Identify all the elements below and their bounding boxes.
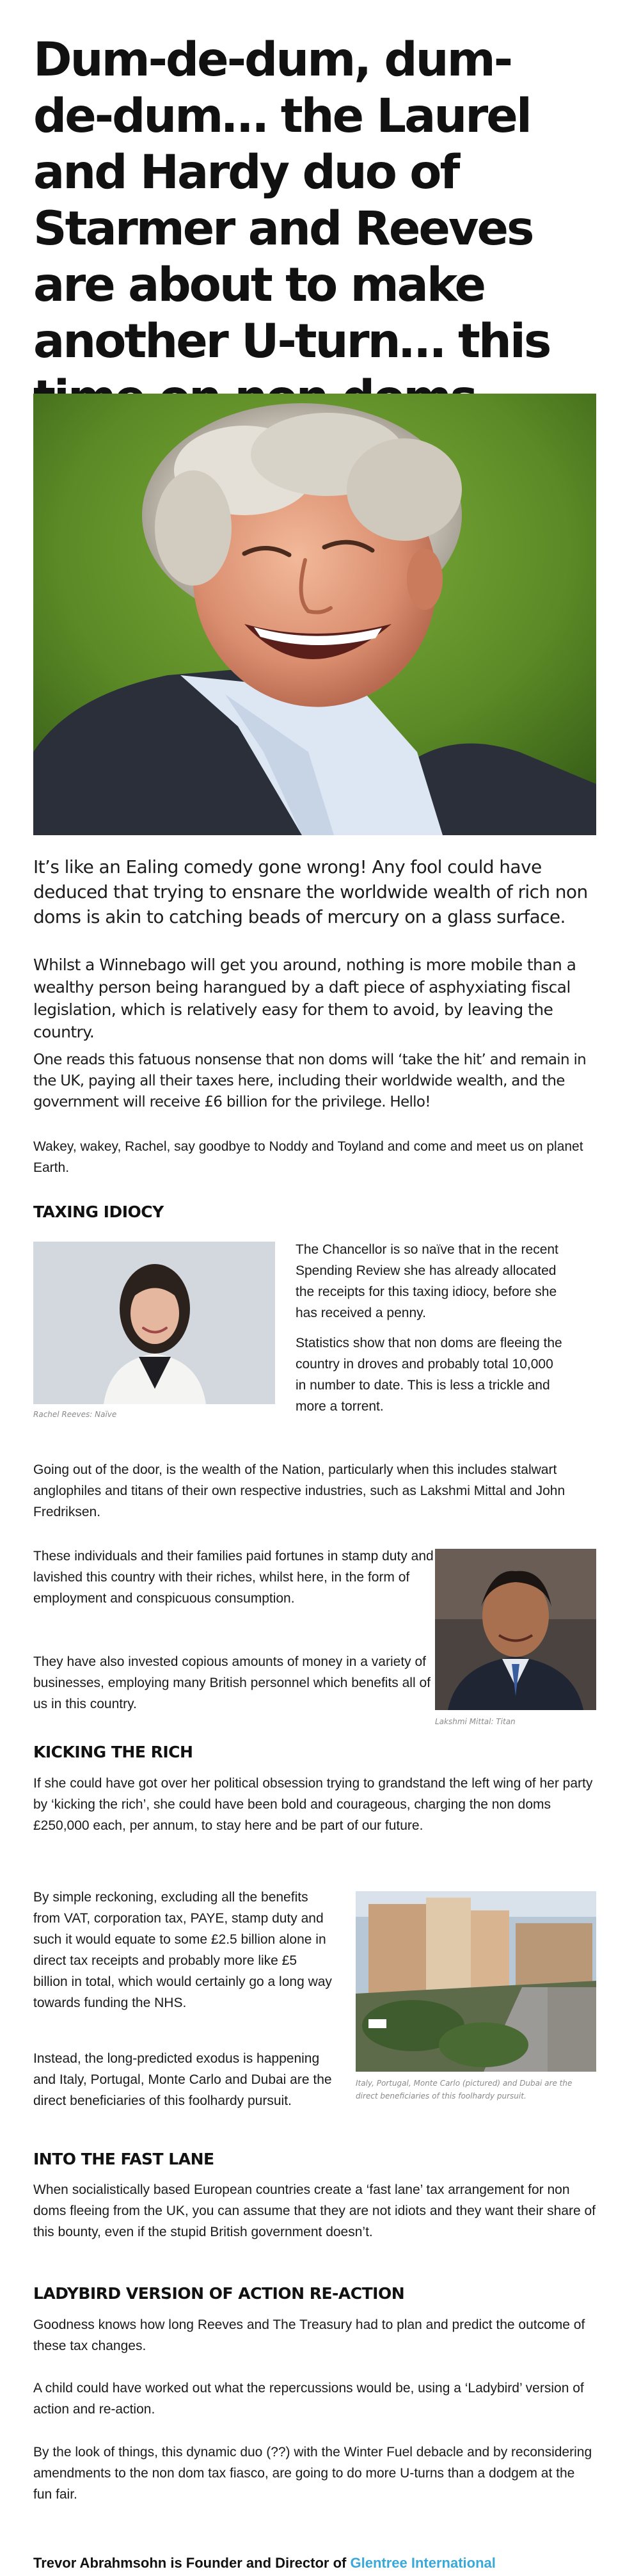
hero-image [33, 394, 596, 835]
paragraph: They have also invested copious amounts of money in a variety of businesses, employing many British personnel which benefits all of us in this country. [33, 1654, 431, 1711]
paragraph: Goodness knows how long Reeves and The Treasury had to plan and predict the outcome of these tax changes. [33, 2317, 585, 2353]
paragraph: Instead, the long-predicted exodus is happening and Italy, Portugal, Monte Carlo and Dubai are the direct beneficiaries of this foolhardy pursuit. [33, 2051, 332, 2108]
paragraph: By simple reckoning, excluding all the benefits from VAT, corporation tax, PAYE, stamp duty and such it would equate to some £2.5 billion alone in direct tax receipts and probably more like £5 billion in total, which would certainly go a long way towards funding the NHS. [33, 1890, 332, 2010]
lead-paragraph-1: It’s like an Ealing comedy gone wrong! Any fool could have deduced that trying to ensnare the worldwide wealth of rich non doms is akin to catching beads of mercury on a glass surface. [33, 856, 588, 927]
rachel-reeves-caption: Rachel Reeves: Naïve [33, 1410, 117, 1419]
section-heading-fast-lane: INTO THE FAST LANE [33, 2150, 214, 2168]
paragraph: Statistics show that non doms are fleeing the country in droves and probably total 10,000 in number to date. This is less a trickle and more a torrent. [296, 1336, 562, 1414]
lakshmi-mittal-photo [435, 1549, 596, 1710]
rachel-reeves-photo [33, 1242, 275, 1404]
paragraph: Going out of the door, is the wealth of the Nation, particularly when this includes stalwart anglophiles and titans of their own respective industries, such as Lakshmi Mittal and John Fredriksen. [33, 1462, 566, 1519]
monte-carlo-photo [356, 1891, 596, 2072]
paragraph: If she could have got over her political obsession trying to grandstand the left wing of her party by ‘kicking the rich’, she could have been bold and courageous, charging the non doms £250,000 each, per annum, to stay here and be part of our future. [33, 1776, 593, 1833]
paragraph: These individuals and their families paid fortunes in stamp duty and lavished this country with their riches, whilst here, in the form of employment and conspicuous consumption. [33, 1549, 434, 1606]
lead-paragraph-2: Whilst a Winnebago will get you around, nothing is more mobile than a wealthy person being harangued by a daft piece of asphyxiating fiscal legislation, which is relatively easy for them to avoid, by leaving the country. [33, 956, 576, 1041]
author-bio [33, 2554, 496, 2573]
section-heading-kicking-the-rich: KICKING THE RICH [33, 1743, 193, 1761]
lakshmi-mittal-caption: Lakshmi Mittal: Titan [435, 1717, 516, 1726]
paragraph: The Chancellor is so naïve that in the recent Spending Review she has already allocated the receipts for this taxing idiocy, before she has received a penny. [296, 1242, 558, 1320]
intro-paragraph: Wakey, wakey, Rachel, say goodbye to Noddy and Toyland and come and meet us on planet Earth. [33, 1139, 583, 1175]
section-heading-taxing-idiocy: TAXING IDIOCY [33, 1203, 164, 1221]
glentree-link[interactable]: Glentree International [350, 2555, 496, 2571]
lead-paragraph-3: One reads this fatuous nonsense that non doms will ‘take the hit’ and remain in the UK, paying all their taxes here, including their worldwide wealth, and the government will receive £6 billion for the privilege. Hello! [33, 1052, 587, 1110]
monte-carlo-caption: Italy, Portugal, Monte Carlo (pictured) and Dubai are the direct beneficiaries of this foolhardy pursuit. [356, 2079, 573, 2100]
paragraph: When socialistically based European countries create a ‘fast lane’ tax arrangement for non doms fleeing from the UK, you can assume that they are not idiots and they want their share of this bounty, even if the stupid British government doesn’t. [33, 2182, 596, 2239]
section-heading-ladybird: LADYBIRD VERSION OF ACTION RE-ACTION [33, 2284, 405, 2303]
paragraph: By the look of things, this dynamic duo (??) with the Winter Fuel debacle and by reconsidering amendments to the non dom tax fiasco, are going to do more U-turns than a dodgem at the fun fair. [33, 2445, 592, 2502]
author-bio-text: Trevor Abrahmsohn is Founder and Director of [33, 2555, 351, 2571]
headline: Dum-de-dum, dum-de-dum… the Laurel and Hardy duo of Starmer and Reeves are about to make another U-turn… this [33, 33, 550, 369]
paragraph: A child could have worked out what the repercussions would be, using a ‘Ladybird’ version of action and re-action. [33, 2381, 584, 2417]
